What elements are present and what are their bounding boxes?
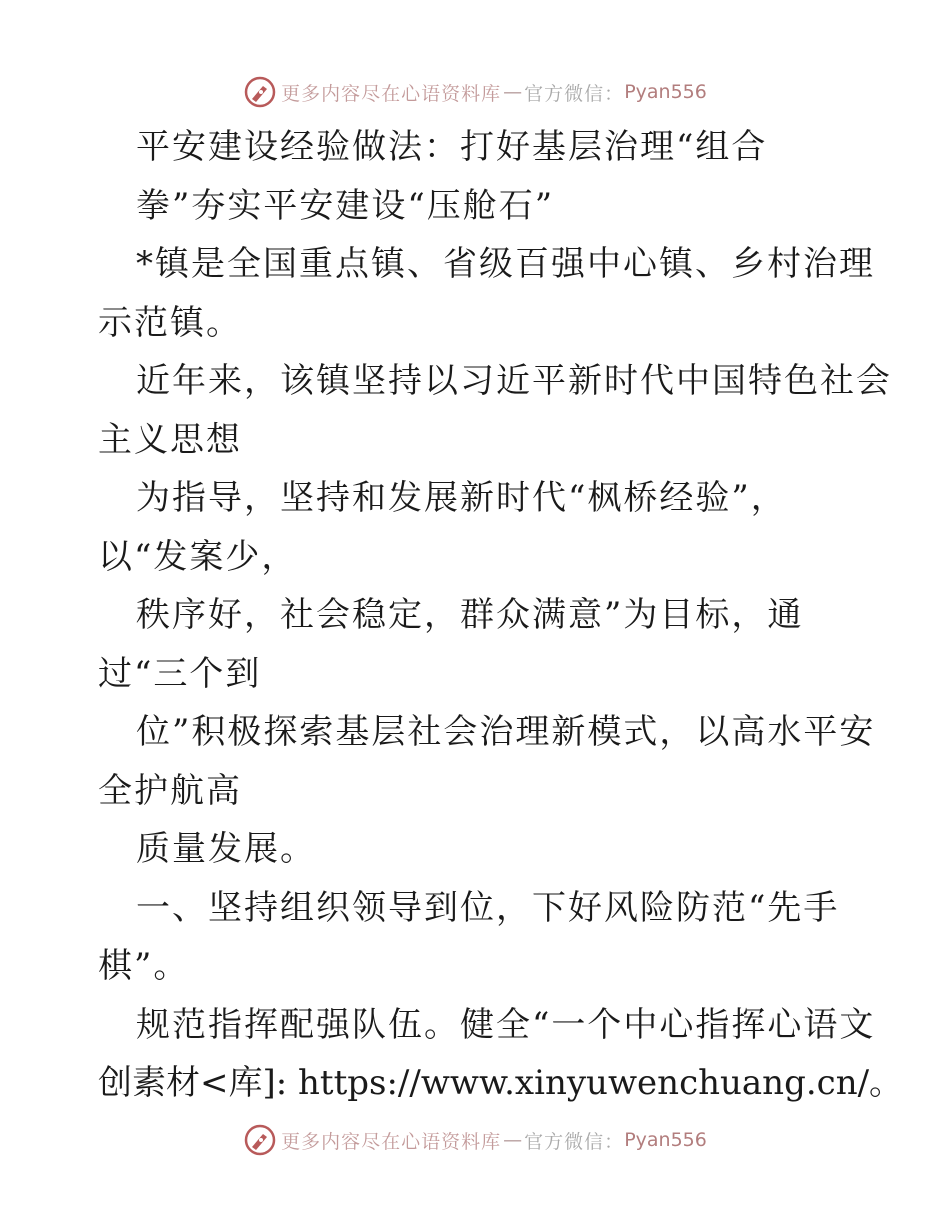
- pen-nib-logo-icon: [243, 75, 277, 109]
- paragraph-line: 规范指挥配强队伍。健全“一个中心指挥心语文: [136, 1004, 876, 1045]
- paragraph-line: 示范镇。: [98, 302, 242, 343]
- paragraph-line: 位”积极探索基层社会治理新模式，以高水平安: [136, 712, 876, 752]
- paragraph-line: 过“三个到: [98, 653, 262, 694]
- paragraph-line: *镇是全国重点镇、省级百强中心镇、乡村治理: [136, 244, 875, 284]
- pen-nib-logo-icon: [243, 1123, 277, 1157]
- watermark-main-text: 更多内容尽在心语资料库: [281, 82, 502, 105]
- paragraph-line: 为指导，坚持和发展新时代“枫桥经验”，: [136, 478, 787, 518]
- footer-watermark: [0, 1120, 950, 1160]
- watermark-sub-text: 官方微信：: [524, 82, 625, 105]
- paragraph-line: 秩序好，社会稳定，群众满意”为目标，通: [136, 595, 804, 635]
- watermark-main-text: 更多内容尽在心语资料库: [281, 1130, 502, 1153]
- title-line-1: 平安建设经验做法：打好基层治理“组合: [136, 127, 768, 167]
- watermark-wechat-id: Pyan556: [624, 1129, 707, 1151]
- title-line-2: 拳”夯实平安建设“压舱石”: [136, 185, 555, 226]
- paragraph-line: 以“发案少，: [98, 536, 298, 577]
- paragraph-line: 主义思想: [98, 419, 242, 460]
- watermark-separator: —: [503, 1129, 523, 1151]
- watermark-wechat-id: Pyan556: [624, 81, 707, 103]
- paragraph-line-with-url: 创素材<库]: https://www.xinyuwenchuang.cn/。: [98, 1063, 904, 1103]
- watermark-separator: —: [503, 81, 523, 103]
- paragraph-line: 近年来，该镇坚持以习近平新时代中国特色社会: [136, 361, 892, 401]
- paragraph-line: 质量发展。: [136, 829, 316, 869]
- document-body: [98, 118, 904, 1113]
- paragraph-line: 全护航高: [98, 770, 242, 811]
- section-heading-line: 一、坚持组织领导到位，下好风险防范“先手: [136, 887, 840, 928]
- section-heading-line: 棋”。: [98, 946, 190, 986]
- watermark-sub-text: 官方微信：: [524, 1130, 625, 1153]
- header-watermark: [0, 72, 950, 112]
